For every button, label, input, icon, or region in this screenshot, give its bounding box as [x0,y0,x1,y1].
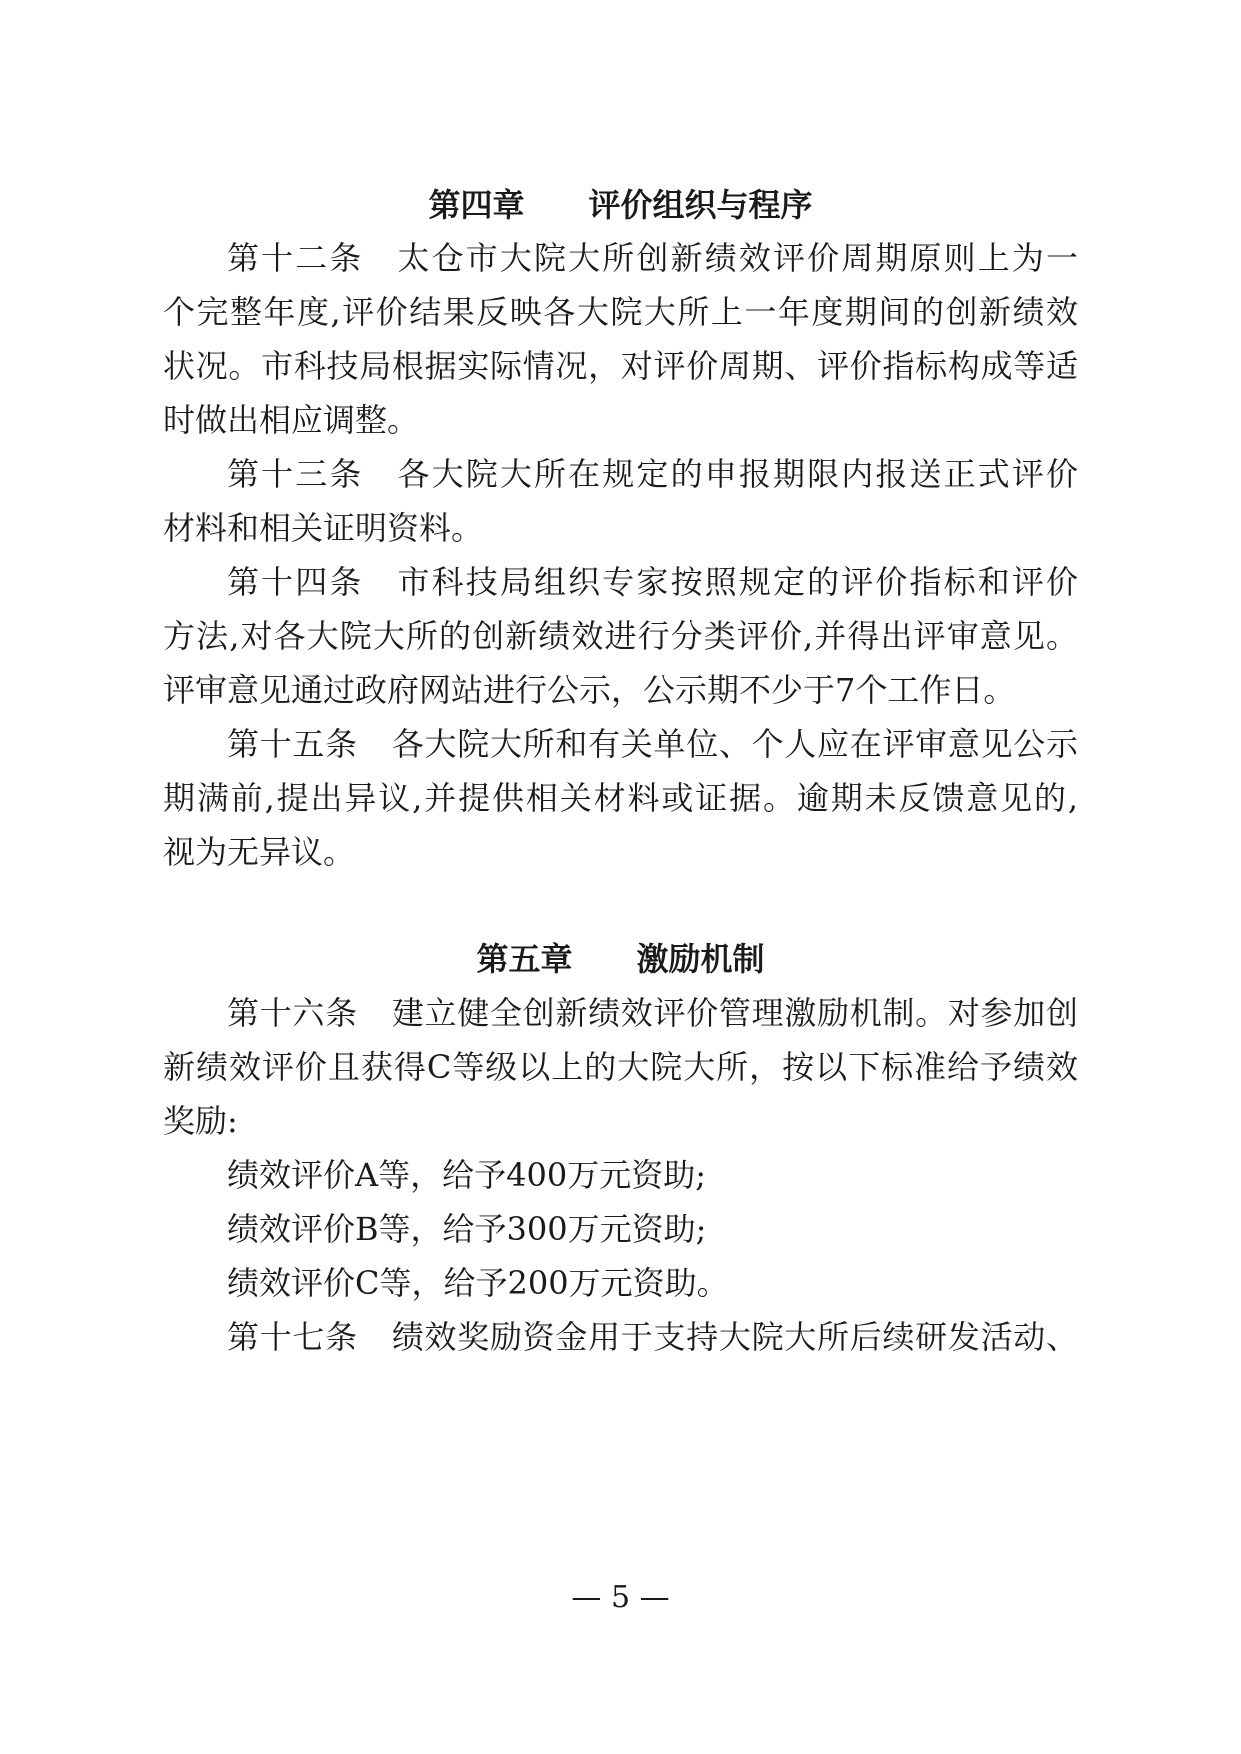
article-12-line-4: 时做出相应调整。 [163,401,420,439]
article-13-line-1: 第十三条 各大院大所在规定的申报期限内报送正式评价 [227,455,1078,493]
article-14-line-3: 评审意见通过政府网站进行公示，公示期不少于7个工作日。 [163,671,1016,709]
chapter-4-heading [0,185,1241,225]
chapter-5-number: 第五章 [476,940,573,978]
article-16-label: 第十六条 [227,994,358,1032]
article-16-line-1: 第十六条 建立健全创新绩效评价管理激励机制。对参加创 [227,994,1078,1032]
chapter-4-number: 第四章 [428,186,525,224]
award-grade-c: 绩效评价C等，给予200万元资助。 [227,1264,729,1302]
article-17-label: 第十七条 [227,1318,358,1356]
chapter-4-title: 评价组织与程序 [588,186,813,224]
article-15-label: 第十五条 [227,725,358,763]
chapter-5-heading [0,939,1241,979]
page-number: — 5 — [571,1580,670,1615]
award-grade-b: 绩效评价B等，给予300万元资助; [227,1210,707,1248]
award-grade-a: 绩效评价A等，给予400万元资助; [227,1156,706,1194]
article-15-line-3: 视为无异议。 [163,833,356,871]
article-14-line-2: 方法,对各大院大所的创新绩效进行分类评价,并得出评审意见。 [163,617,1078,655]
article-16-line-2: 新绩效评价且获得C等级以上的大院大所，按以下标准给予绩效 [163,1048,1078,1086]
article-12-label: 第十二条 [227,239,364,277]
article-15-line-1: 第十五条 各大院大所和有关单位、个人应在评审意见公示 [227,725,1078,763]
article-15-line-2: 期满前,提出异议,并提供相关材料或证据。逾期未反馈意见的, [163,779,1078,817]
article-12-line-3: 状况。市科技局根据实际情况，对评价周期、评价指标构成等适 [163,347,1078,385]
article-12-line-1: 第十二条 太仓市大院大所创新绩效评价周期原则上为一 [227,239,1078,277]
article-16-line-3: 奖励: [163,1102,238,1140]
article-13-line-2: 材料和相关证明资料。 [163,509,484,547]
article-13-label: 第十三条 [227,455,364,493]
article-14-label: 第十四条 [227,563,364,601]
article-17-line-1: 第十七条 绩效奖励资金用于支持大院大所后续研发活动、 [227,1318,1078,1356]
article-12-line-2: 个完整年度,评价结果反映各大院大所上一年度期间的创新绩效 [163,293,1078,331]
article-14-line-1: 第十四条 市科技局组织专家按照规定的评价指标和评价 [227,563,1078,601]
chapter-5-title: 激励机制 [636,940,765,978]
